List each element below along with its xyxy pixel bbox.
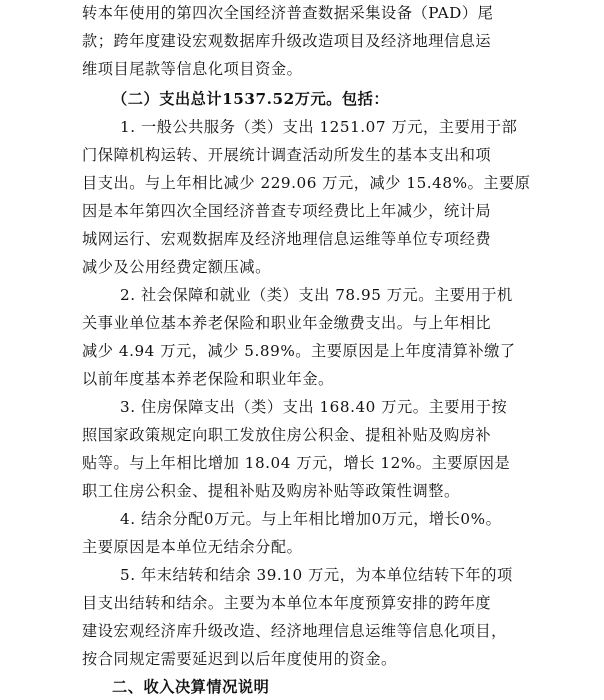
item-3-line-4: 职工住房公积金、提租补贴及购房补贴等政策性调整。 bbox=[82, 482, 460, 500]
intro-line-2: 款；跨年度建设宏观数据库升级改造项目及经济地理信息运 bbox=[82, 32, 492, 50]
item-1-line-1: 1. 一般公共服务（类）支出 1251.07 万元，主要用于部 bbox=[120, 118, 518, 136]
item-3-line-2: 照国家政策规定向职工发放住房公积金、提租补贴及购房补 bbox=[82, 426, 492, 444]
next-section-heading: 二、收入决算情况说明 bbox=[112, 678, 270, 696]
item-2-line-2: 关事业单位基本养老保险和职业年金缴费支出。与上年相比 bbox=[82, 314, 492, 332]
item-3-line-1: 3. 住房保障支出（类）支出 168.40 万元。主要用于按 bbox=[120, 398, 508, 416]
item-1-line-2: 门保障机构运转、开展统计调查活动所发生的基本支出和项 bbox=[82, 146, 492, 164]
item-4-line-2: 主要原因是本单位无结余分配。 bbox=[82, 538, 303, 556]
item-2-line-1: 2. 社会保障和就业（类）支出 78.95 万元。主要用于机 bbox=[120, 286, 513, 304]
section-two-heading: （二）支出总计1537.52万元。包括： bbox=[112, 90, 390, 108]
item-2-line-4: 以前年度基本养老保险和职业年金。 bbox=[82, 370, 334, 388]
item-1-line-3: 目支出。与上年相比减少 229.06 万元，减少 15.48%。主要原 bbox=[82, 174, 531, 192]
item-1-line-6: 减少及公用经费定额压减。 bbox=[82, 258, 271, 276]
item-5-line-2: 目支出结转和结余。主要为本单位本年度预算安排的跨年度 bbox=[82, 594, 492, 612]
item-1-line-4: 因是本年第四次全国经济普查专项经费比上年减少，统计局 bbox=[82, 202, 492, 220]
item-4-line-1: 4. 结余分配0万元。与上年相比增加0万元，增长0%。 bbox=[120, 510, 502, 528]
item-5-line-4: 按合同规定需要延迟到以后年度使用的资金。 bbox=[82, 650, 397, 668]
item-1-line-5: 城网运行、宏观数据库及经济地理信息运维等单位专项经费 bbox=[82, 230, 492, 248]
item-5-line-1: 5. 年末结转和结余 39.10 万元，为本单位结转下年的项 bbox=[120, 566, 513, 584]
item-5-line-3: 建设宏观经济库升级改造、经济地理信息运维等信息化项目， bbox=[82, 622, 507, 640]
item-3-line-3: 贴等。与上年相比增加 18.04 万元，增长 12%。主要原因是 bbox=[82, 454, 511, 472]
intro-line-1: 转本年使用的第四次全国经济普查数据采集设备（PAD）尾 bbox=[82, 4, 494, 22]
intro-line-3: 维项目尾款等信息化项目资金。 bbox=[82, 60, 303, 78]
item-2-line-3: 减少 4.94 万元，减少 5.89%。主要原因是上年度清算补缴了 bbox=[82, 342, 516, 360]
